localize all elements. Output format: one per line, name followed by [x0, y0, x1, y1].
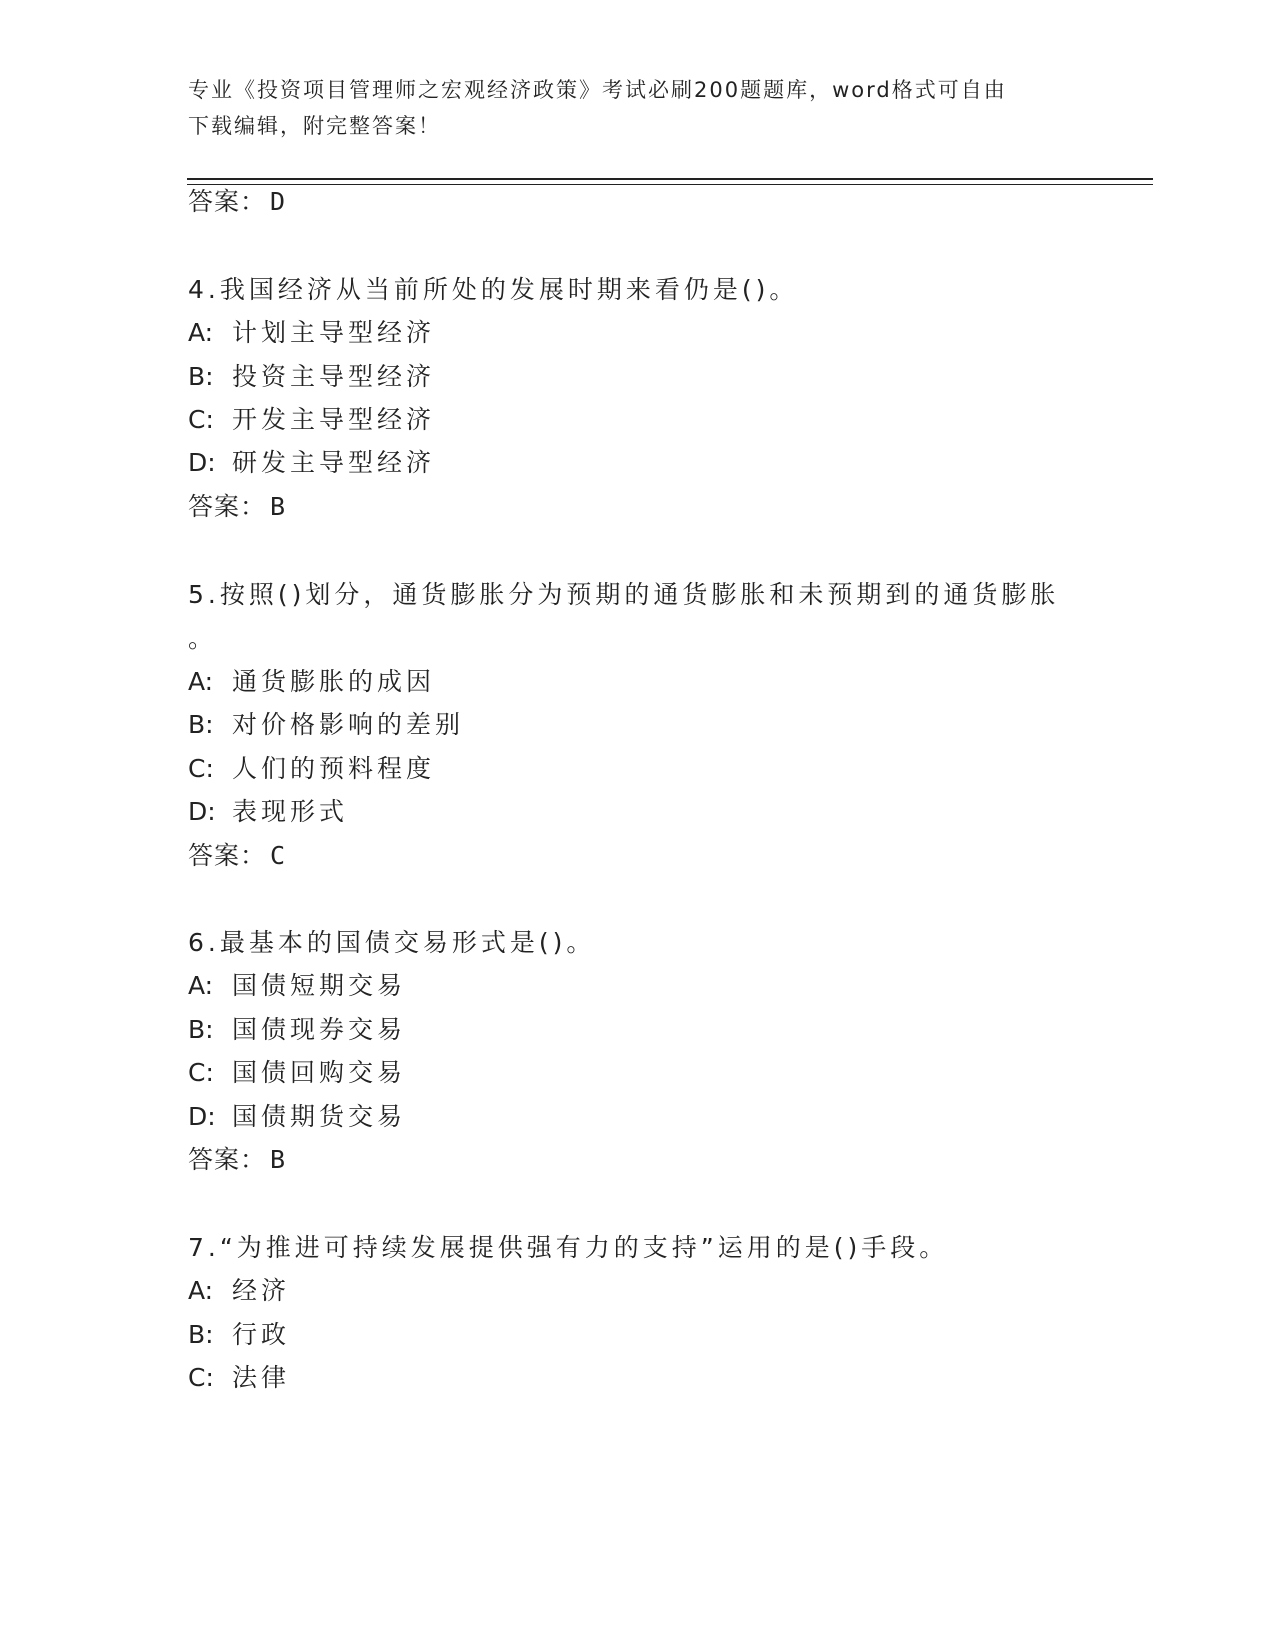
question-4-option-d [188, 448, 435, 478]
option-key: C: [188, 1058, 214, 1087]
option-text: 国债现券交易 [232, 1015, 407, 1044]
question-5-stem: 5.按照()划分，通货膨胀分为预期的通货膨胀和未预期到的通货膨胀 [188, 580, 1060, 609]
question-7-option-a [188, 1276, 290, 1306]
answer-q3 [188, 187, 286, 217]
answer-value: B [270, 492, 287, 521]
option-key: D: [188, 1102, 216, 1131]
option-key: D: [188, 797, 216, 826]
option-text: 表现形式 [232, 797, 349, 826]
option-text: 国债期货交易 [232, 1102, 407, 1131]
option-key: C: [188, 754, 214, 783]
option-text: 投资主导型经济 [232, 362, 436, 391]
question-4-option-c [188, 405, 435, 435]
answer-label: 答案： [188, 492, 267, 521]
header-divider-thick [187, 178, 1153, 180]
option-key: D: [188, 448, 216, 477]
question-4-option-a [188, 318, 435, 348]
answer-value: D [270, 187, 287, 216]
answer-q4 [188, 492, 286, 522]
question-5-option-c [188, 754, 435, 784]
option-key: B: [188, 1320, 214, 1349]
question-5-option-a [188, 667, 435, 697]
question-4-stem: 4.我国经济从当前所处的发展时期来看仍是()。 [188, 275, 799, 304]
option-key: B: [188, 710, 214, 739]
question-5-option-b [188, 710, 464, 740]
question-6-option-c [188, 1058, 406, 1088]
option-key: C: [188, 1363, 214, 1392]
document-header [188, 72, 1088, 144]
question-6-option-a [188, 971, 406, 1001]
option-key: A: [188, 971, 214, 1000]
question-7-stem: 7.“为推进可持续发展提供强有力的支持”运用的是()手段。 [188, 1233, 949, 1262]
question-5-option-d [188, 797, 348, 827]
answer-label: 答案： [188, 1145, 267, 1174]
question-6-option-d [188, 1102, 406, 1132]
option-text: 国债短期交易 [232, 971, 407, 1000]
option-text: 法律 [232, 1363, 291, 1392]
header-line-2: 下载编辑，附完整答案！ [188, 114, 441, 138]
option-text: 人们的预料程度 [232, 754, 436, 783]
question-5-stem-continuation: 。 [188, 624, 218, 653]
question-7-option-c [188, 1363, 290, 1393]
option-key: A: [188, 318, 214, 347]
answer-label: 答案： [188, 187, 267, 216]
question-6-stem: 6.最基本的国债交易形式是()。 [188, 928, 596, 957]
question-6-option-b [188, 1015, 406, 1045]
answer-value: C [270, 841, 287, 870]
option-key: B: [188, 362, 214, 391]
option-text: 开发主导型经济 [232, 405, 436, 434]
option-text: 研发主导型经济 [232, 448, 436, 477]
option-text: 经济 [232, 1276, 291, 1305]
option-key: A: [188, 667, 214, 696]
option-text: 国债回购交易 [232, 1058, 407, 1087]
answer-label: 答案： [188, 841, 267, 870]
option-text: 行政 [232, 1320, 291, 1349]
option-text: 通货膨胀的成因 [232, 667, 436, 696]
answer-q6 [188, 1145, 286, 1175]
header-divider-thin [187, 184, 1153, 185]
question-7-option-b [188, 1320, 290, 1350]
question-4-option-b [188, 362, 435, 392]
option-key: C: [188, 405, 214, 434]
header-line-1: 专业《投资项目管理师之宏观经济政策》考试必刷200题题库，word格式可自由 [188, 78, 1007, 102]
option-key: B: [188, 1015, 214, 1044]
answer-q5 [188, 841, 286, 871]
option-text: 计划主导型经济 [232, 318, 436, 347]
option-text: 对价格影响的差别 [232, 710, 465, 739]
answer-value: B [270, 1145, 287, 1174]
option-key: A: [188, 1276, 214, 1305]
